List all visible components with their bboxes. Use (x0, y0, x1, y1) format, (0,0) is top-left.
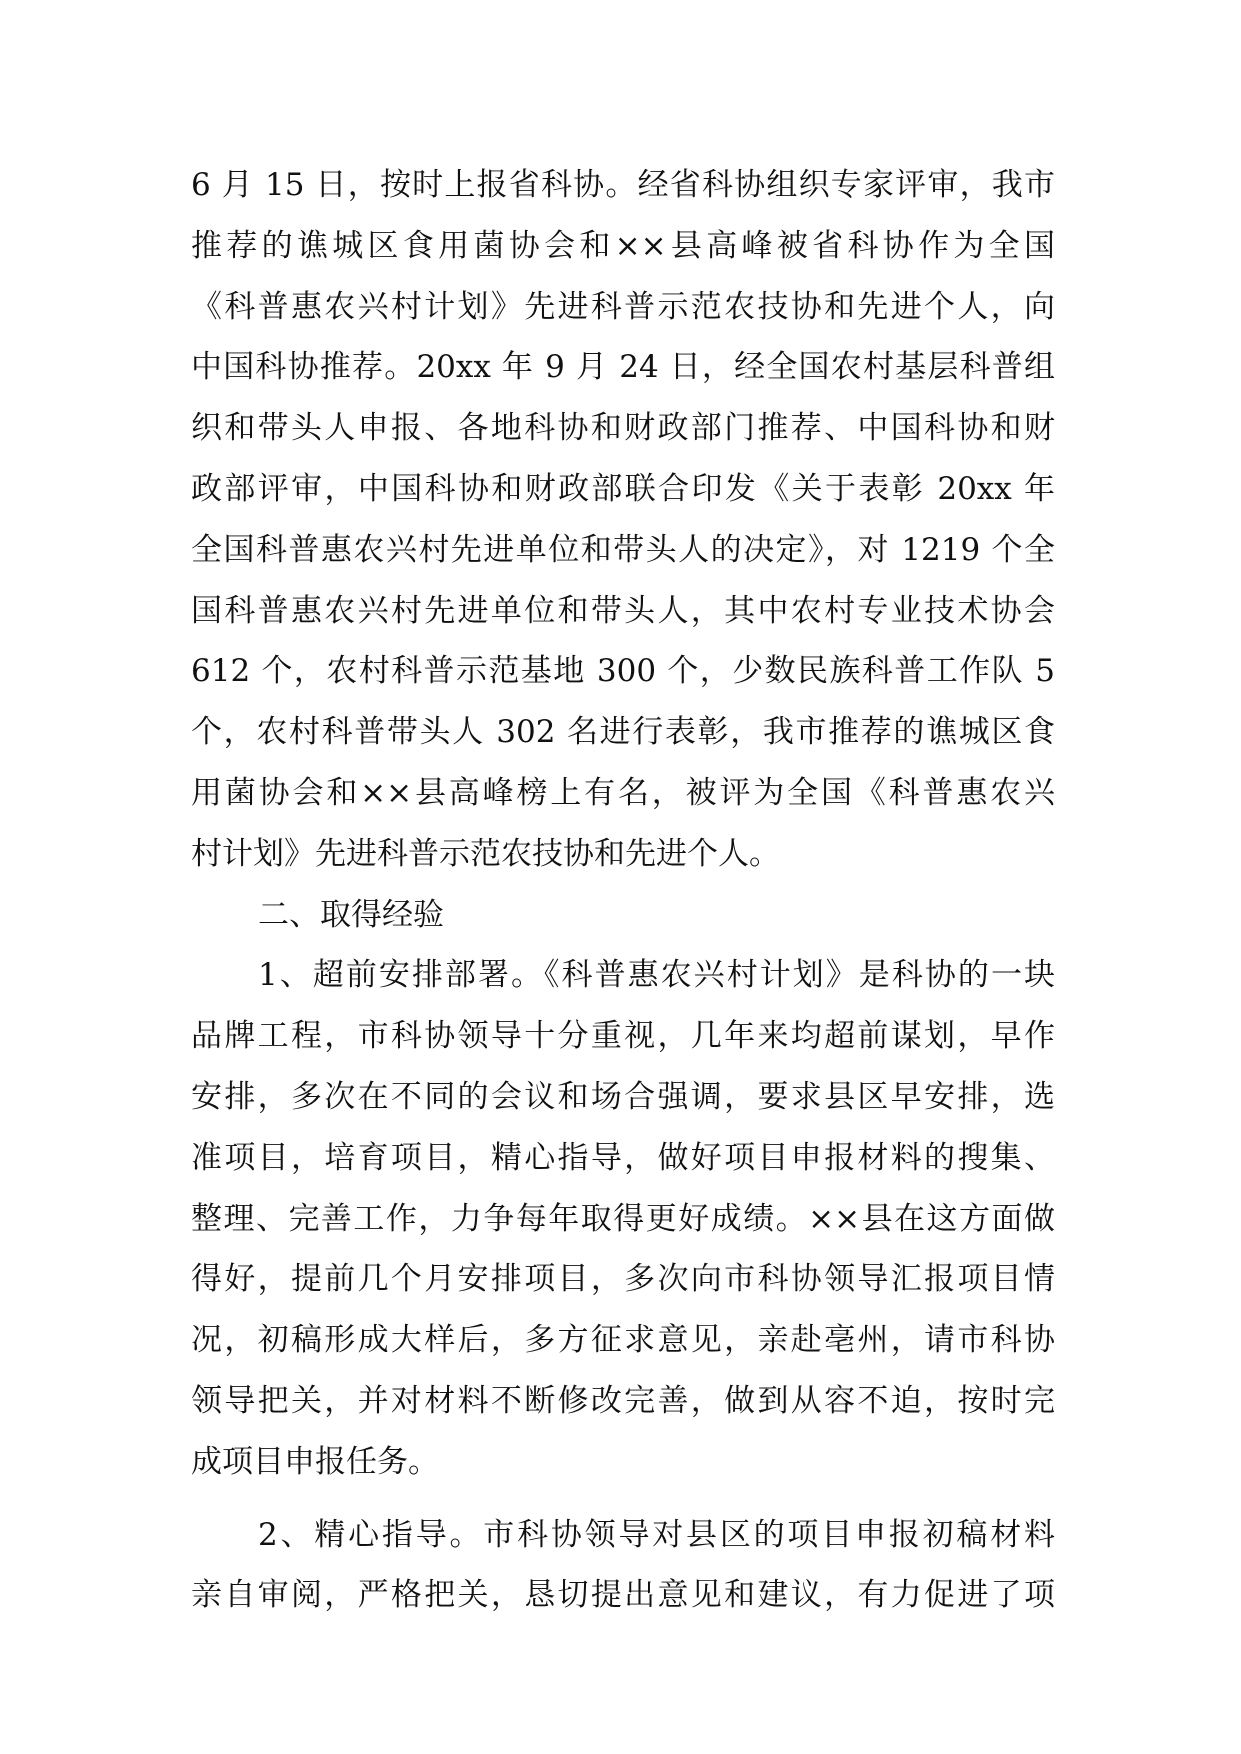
body-line: 6 月 15 日，按时上报省科协。经省科协组织专家评审，我市 (191, 167, 1055, 203)
body-line: 安排，多次在不同的会议和场合强调，要求县区早安排，选 (191, 1078, 1055, 1115)
body-line: 个，农村科普带头人 302 名进行表彰，我市推荐的谯城区食 (191, 714, 1055, 751)
body-line: 成项目申报任务。 (191, 1443, 439, 1480)
paragraph-results (191, 155, 1055, 885)
body-line: 准项目，培育项目，精心指导，做好项目申报材料的搜集、 (191, 1139, 1055, 1176)
paragraph-item-1 (191, 945, 1055, 1492)
body-line: 2、精心指导。市科协领导对县区的项目申报初稿材料 (258, 1516, 1055, 1553)
body-line: 得好，提前几个月安排项目，多次向市科协领导汇报项目情 (191, 1261, 1055, 1298)
body-line: 品牌工程，市科协领导十分重视，几年来均超前谋划，早作 (191, 1018, 1055, 1055)
body-line: 村计划》先进科普示范农技协和先进个人。 (191, 835, 780, 872)
body-line: 亲自审阅，严格把关，恳切提出意见和建议，有力促进了项 (191, 1577, 1055, 1614)
section-heading (191, 885, 1055, 946)
body-line: 《科普惠农兴村计划》先进科普示范农技协和先进个人，向 (191, 288, 1055, 325)
section-heading-text: 二、取得经验 (258, 896, 444, 933)
body-line: 推荐的谯城区食用菌协会和××县高峰被省科协作为全国 (191, 227, 1055, 264)
body-line: 1、超前安排部署。《科普惠农兴村计划》是科协的一块 (258, 957, 1055, 994)
body-line: 612 个，农村科普示范基地 300 个，少数民族科普工作队 5 (191, 653, 1055, 690)
body-line: 全国科普惠农兴村先进单位和带头人的决定》，对 1219 个全 (191, 531, 1055, 568)
body-line: 用菌协会和××县高峰榜上有名，被评为全国《科普惠农兴 (191, 774, 1055, 811)
body-line: 政部评审，中国科协和财政部联合印发《关于表彰 20xx 年 (191, 470, 1055, 507)
body-line: 整理、完善工作，力争每年取得更好成绩。××县在这方面做 (191, 1200, 1055, 1237)
body-line: 国科普惠农兴村先进单位和带头人，其中农村专业技术协会 (191, 592, 1055, 629)
body-line: 织和带头人申报、各地科协和财政部门推荐、中国科协和财 (191, 410, 1055, 447)
body-line: 领导把关，并对材料不断修改完善，做到从容不迫，按时完 (191, 1382, 1055, 1419)
paragraph-item-2 (191, 1505, 1055, 1627)
document-page (191, 155, 1055, 1626)
body-line: 况，初稿形成大样后，多方征求意见，亲赴亳州，请市科协 (191, 1322, 1055, 1359)
body-line: 中国科协推荐。20xx 年 9 月 24 日，经全国农村基层科普组 (191, 349, 1055, 386)
